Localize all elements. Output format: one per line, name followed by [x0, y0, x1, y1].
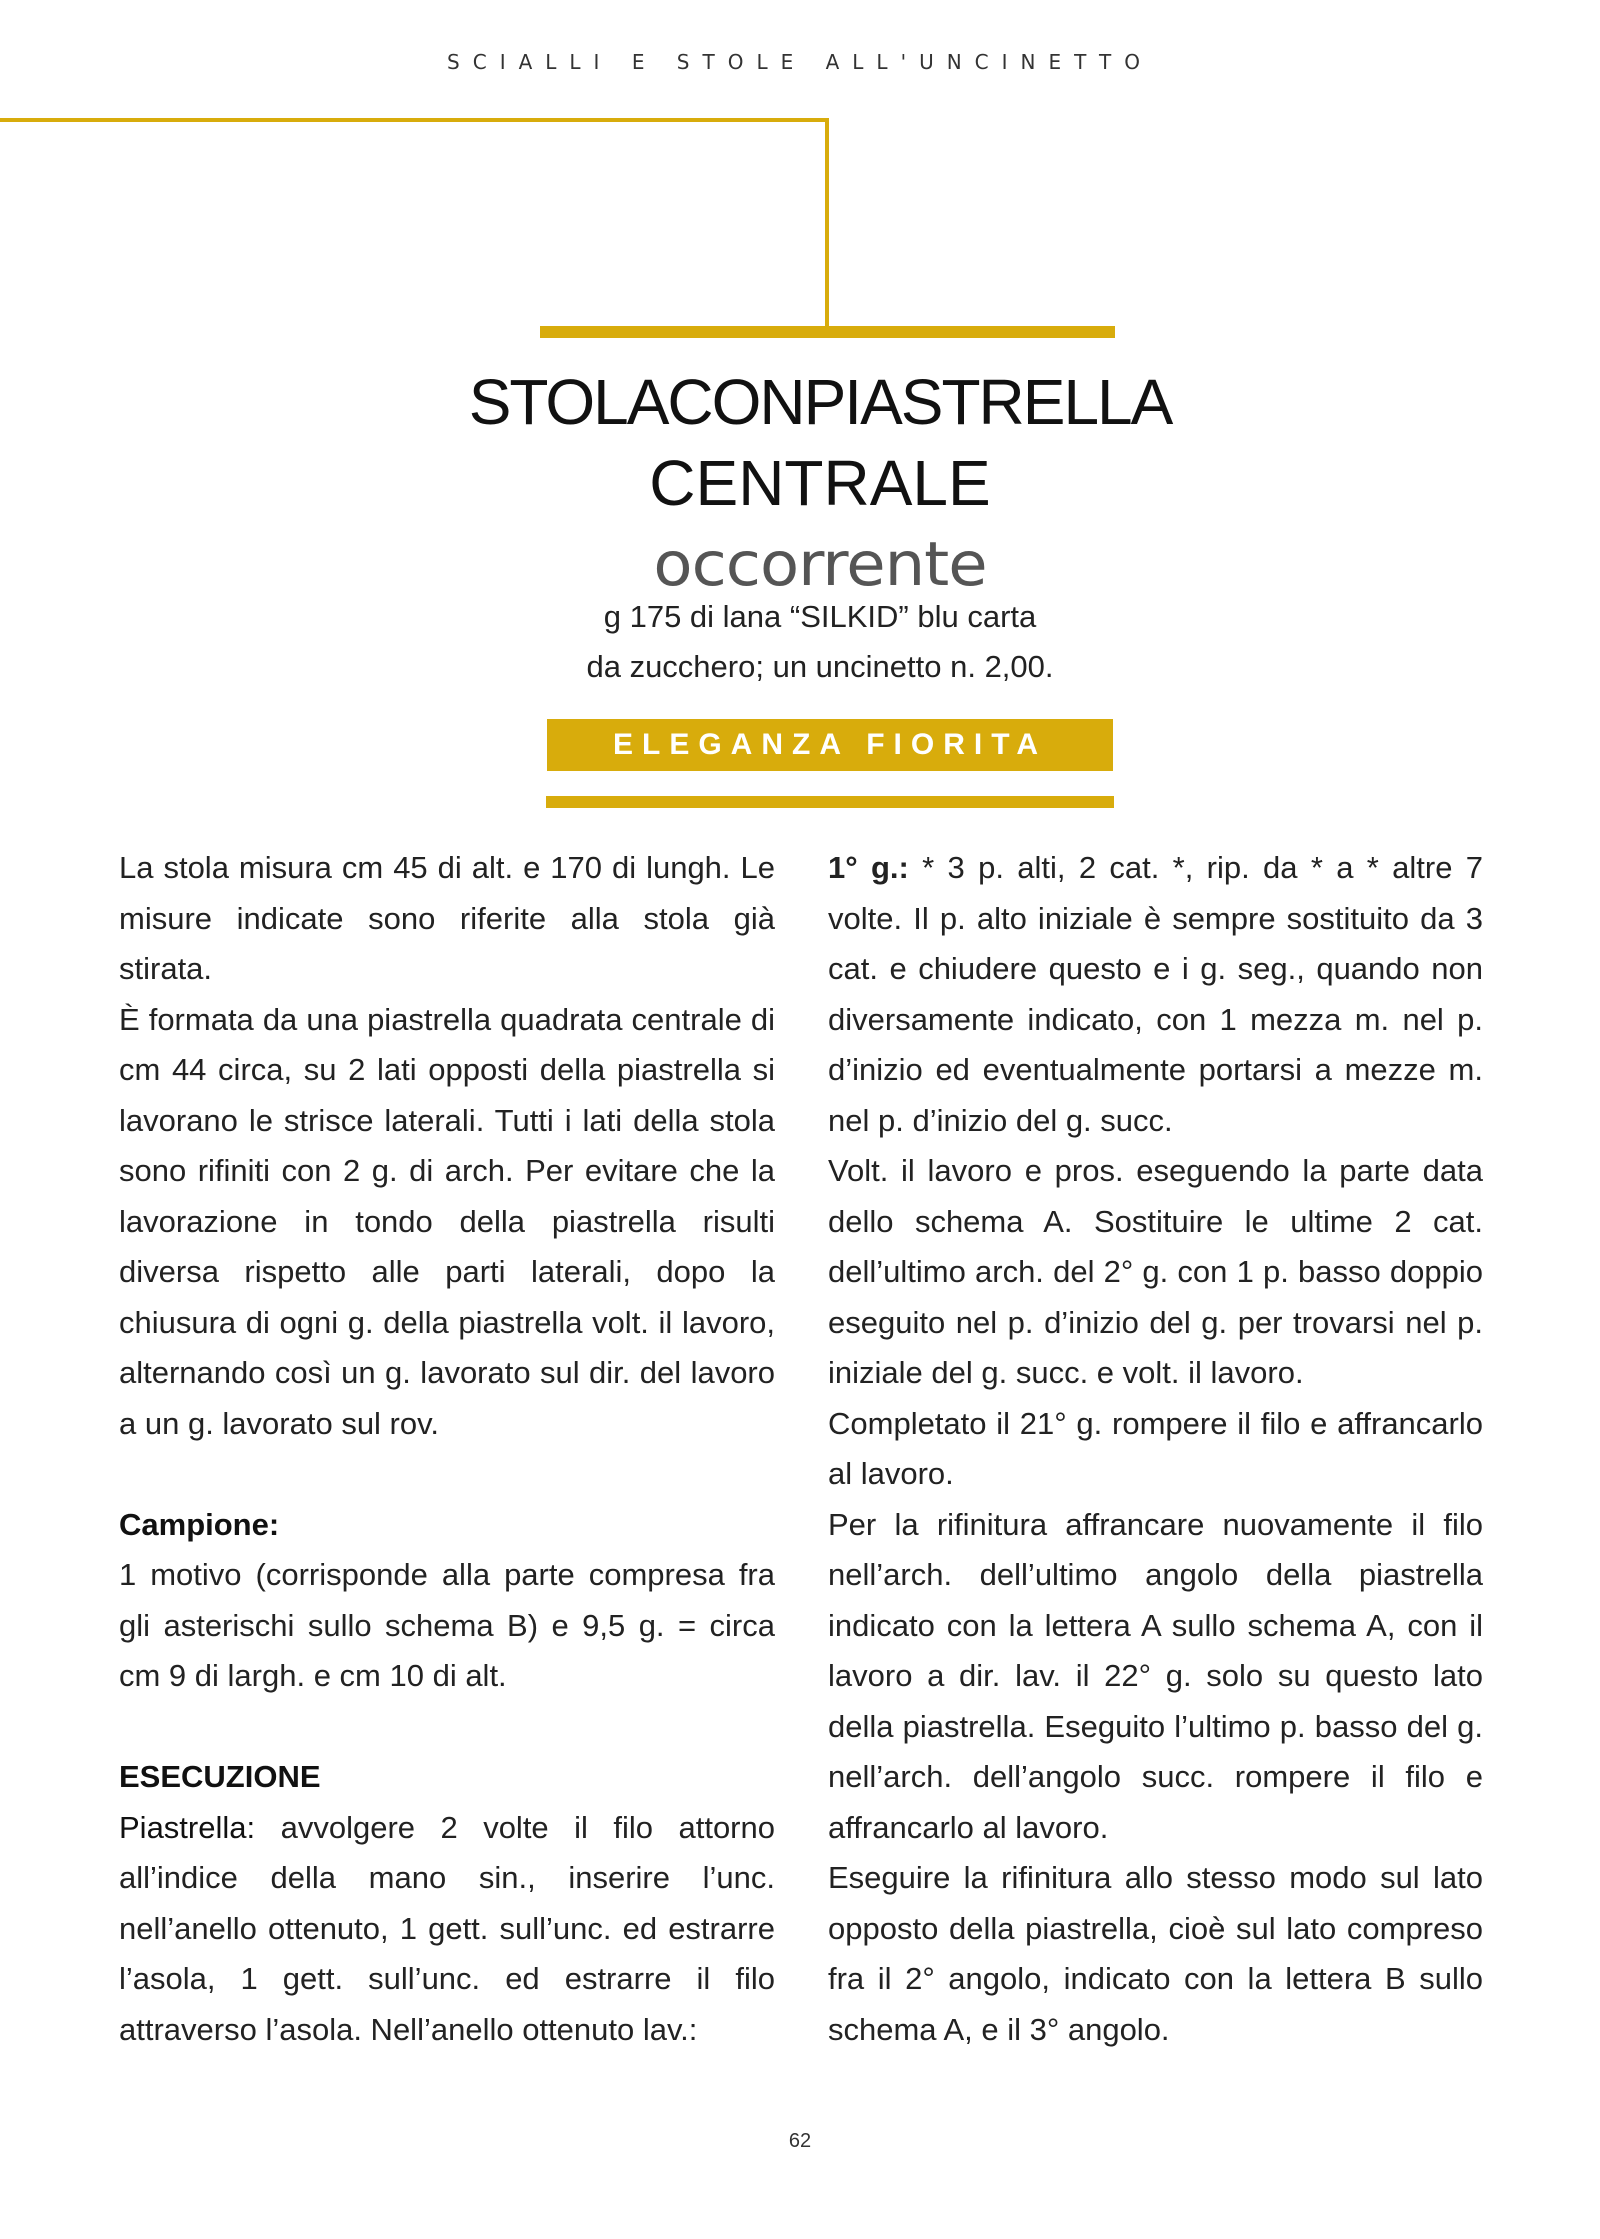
- section-badge: ELEGANZA FIORITA: [547, 719, 1113, 771]
- page-number: 62: [788, 2130, 812, 2152]
- instructions-paragraph-5: Eseguire la rifinitura allo stesso modo sul lato opposto della piastrella, cioè sul lato compreso fra il 2° angolo, indicato con la lettera B sullo schema A, e il 3° angolo.: [828, 1860, 1483, 2047]
- header-rule-vertical: [825, 118, 829, 328]
- round1-label: 1° g.:: [828, 850, 909, 885]
- page-title-line-1: STOLACONPIASTRELLA: [468, 366, 1172, 438]
- left-column: [119, 843, 775, 2055]
- instructions-paragraph-4: Per la rifinitura affrancare nuovamente il filo nell’arch. dell’ultimo angolo della piastrella indicato con la lettera A sullo schema A, con il lavoro a dir. lav. il 22° g. solo su questo lato della piastrella. Eseguito l’ultimo p. basso del g. nell’arch. dell’angolo succ. rompere il filo e affrancarlo al lavoro.: [828, 1506, 1483, 1845]
- materials-line-2: da zucchero; un uncinetto n. 2,00.: [586, 649, 1054, 684]
- piastrella-label: Piastrella:: [119, 1809, 256, 1845]
- round1-paragraph: [828, 843, 1483, 1146]
- round1-text: * 3 p. alti, 2 cat. *, rip. da * a * altre 7 volte. Il p. alto iniziale è sempre sostituito da 3 cat. e chiudere questo e i g. seg., quando non diversamente indicato, con 1 mezza m. nel p. d’inizio ed eventualmente portarsi a mezze m. nel p. d’inizio del g. succ.: [828, 850, 1483, 1138]
- header-rule-horizontal: [0, 118, 829, 122]
- right-column: [828, 843, 1483, 2055]
- description-paragraph: È formata da una piastrella quadrata centrale di cm 44 circa, su 2 lati opposti della piastrella si lavorano le strisce laterali. Tutti i lati della stola sono rifiniti con 2 g. di arch. Per evitare che la lavorazione in tondo della piastrella risulti diversa rispetto alle parti laterali, dopo la chiusura di ogni g. della piastrella volt. il lavoro, alternando così un g. lavorato sul dir. del lavoro a un g. lavorato sul rov.: [119, 1001, 775, 1441]
- piastrella-text: avvolgere 2 volte il filo attorno all’indice della mano sin., inserire l’unc. nell’anello ottenuto, 1 gett. sull’unc. ed estrarre l’asola, 1 gett. sull’unc. ed estrarre il filo attraverso l’asola. Nell’anello ottenuto lav.:: [119, 1809, 775, 2047]
- page-title-line-2: CENTRALE: [649, 447, 991, 519]
- intro-paragraph: La stola misura cm 45 di alt. e 170 di lungh. Le misure indicate sono riferite alla stola già stirata.: [119, 850, 775, 986]
- title-bottom-bar: [546, 796, 1114, 808]
- running-header: SCIALLI E STOLE ALL'UNCINETTO: [447, 50, 1153, 74]
- instructions-paragraph-2: Volt. il lavoro e pros. eseguendo la parte data dello schema A. Sostituire le ultime 2 cat. dell’ultimo arch. del 2° g. con 1 p. basso doppio eseguito nel p. d’inizio del g. per trovarsi nel p. iniziale del g. succ. e volt. il lavoro.: [828, 1153, 1483, 1390]
- campione-paragraph: 1 motivo (corrisponde alla parte compresa fra gli asterischi sullo schema B) e 9,5 g. = circa cm 9 di largh. e cm 10 di alt.: [119, 1557, 775, 1693]
- materials-line-1: g 175 di lana “SILKID” blu carta: [603, 599, 1037, 634]
- materials-heading: occorrente: [653, 529, 987, 601]
- esecuzione-heading: ESECUZIONE: [119, 1759, 321, 1794]
- piastrella-paragraph: [119, 1803, 775, 2056]
- campione-heading: Campione:: [119, 1506, 280, 1542]
- instructions-paragraph-3: Completato il 21° g. rompere il filo e affrancarlo al lavoro.: [828, 1405, 1483, 1491]
- title-top-bar: [540, 326, 1115, 338]
